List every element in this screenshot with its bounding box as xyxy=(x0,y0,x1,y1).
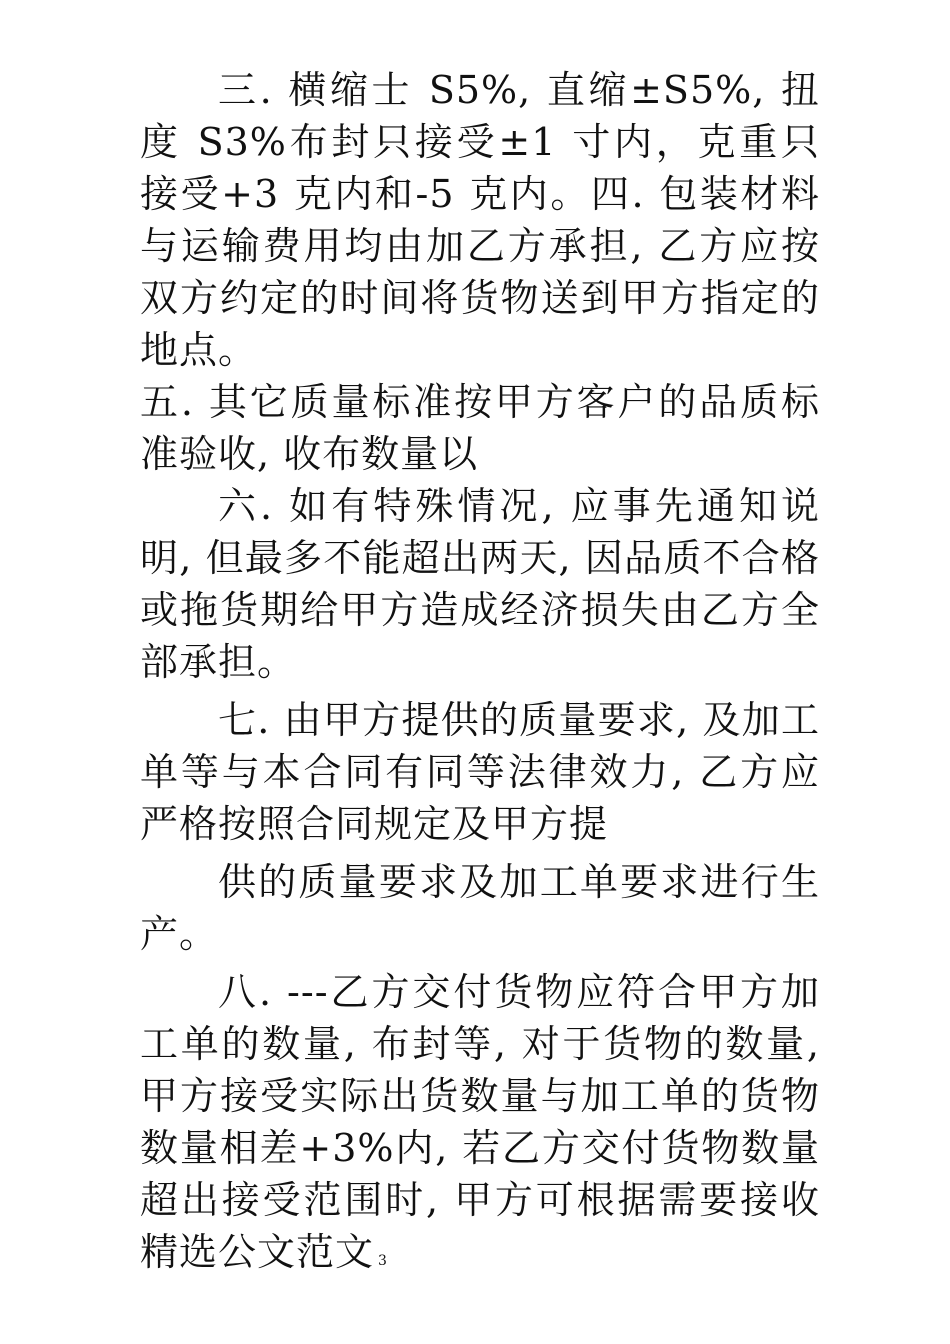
document-body xyxy=(140,64,820,1278)
paragraph-7-continued: 供的质量要求及加工单要求进行生产。 xyxy=(140,860,820,956)
paragraph-5: 五. 其它质量标准按甲方客户的品质标准验收, 收布数量以 xyxy=(140,380,820,476)
paragraph-8 xyxy=(140,966,820,1278)
paragraph-6: 六. 如有特殊情况, 应事先通知说明, 但最多不能超出两天, 因品质不合格或拖货期给甲方造成经济损失由乙方全部承担。 xyxy=(140,484,820,684)
paragraph-3-4: 三. 横缩士 S5%, 直缩±S5%, 扭度 S3%布封只接受±1 寸内，克重只接受+3 克内和-5 克内。四. 包装材料与运输费用均由加乙方承担, 乙方应按双方约定的时间将货物送到甲方指定的地点。 xyxy=(140,68,820,372)
page-number: 3 xyxy=(378,1253,388,1269)
paragraph-8-text: 八. ---乙方交付货物应符合甲方加工单的数量, 布封等, 对于货物的数量, 甲方接受实际出货数量与加工单的货物数量相差+3%内, 若乙方交付货物数量超出接受范围时, 甲方可根据需要接收精选公文范文 xyxy=(140,970,820,1274)
paragraph-7: 七. 由甲方提供的质量要求, 及加工单等与本合同有同等法律效力, 乙方应严格按照合同规定及甲方提 xyxy=(140,698,820,846)
